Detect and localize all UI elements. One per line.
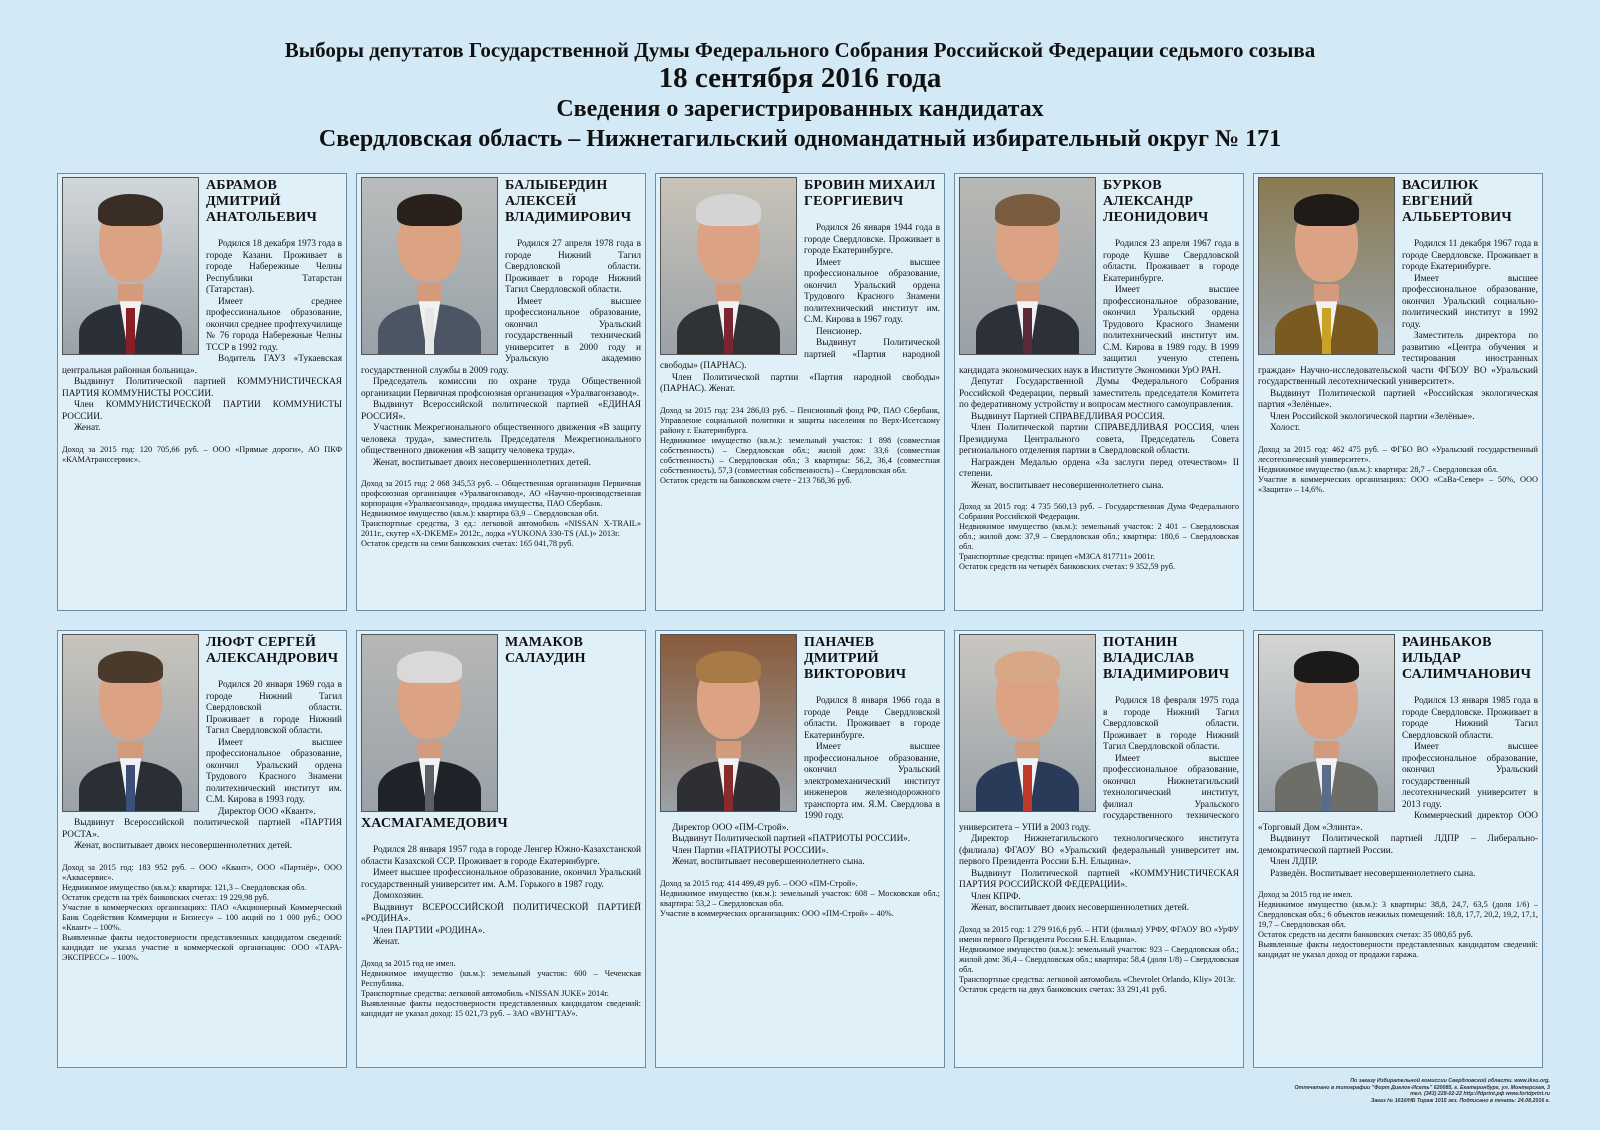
bio-paragraph: Член Партии «ПАТРИОТЫ РОССИИ». <box>672 845 829 856</box>
candidate-photo <box>660 634 797 812</box>
bio-paragraph: Выдвинут Политической партией «ПАТРИОТЫ РОССИИ». <box>672 834 911 844</box>
finance-paragraph: Доход за 2015 год: 183 952 руб. – ООО «Квант», ООО «Партнёр», ООО «Аквасервис». <box>62 862 342 882</box>
candidate-card <box>356 630 646 1068</box>
bio-paragraph: Женат, воспитывает двоих несовершеннолетних детей. <box>74 841 293 851</box>
bio-paragraph: Имеет высшее профессиональное образование, окончил Нижнетагильский технологический институт, филиал Уральского государственного технического университета – УПИ в 2003 году. <box>959 753 1239 833</box>
finance-paragraph: Участие в коммерческих организациях: ПАО «Акционерный Коммерческий Банк Содействия Коммерции и Бизнесу» – 100 акций по 1 000 руб.; ООО «Квант» – 100%. <box>62 902 342 932</box>
finance-paragraph: Недвижимое имущество (кв.м.): земельный участок: 608 – Московская обл.; квартира: 53,2 – Свердловская обл. <box>660 888 940 908</box>
bio-paragraph: Выдвинут Политической партией «Партия народной свободы» (ПАРНАС). <box>660 338 940 371</box>
section-title: Сведения о зарегистрированных кандидатах <box>556 96 1044 122</box>
candidate-photo <box>62 634 199 812</box>
candidate-finance <box>660 406 940 486</box>
district-title: Свердловская область – Нижнетагильский одномандатный избирательный округ № 171 <box>318 126 1282 152</box>
candidate-card <box>954 173 1244 611</box>
bio-paragraph: Член Российской экологической партии «Зелёные». <box>1270 411 1475 422</box>
candidate-card <box>57 630 347 1068</box>
printer-imprint <box>1110 1078 1550 1104</box>
bio-paragraph: Член ПАРТИИ «РОДИНА». <box>373 925 485 936</box>
finance-paragraph: Доход за 2015 год не имел. <box>1258 890 1353 899</box>
candidate-card <box>356 173 646 611</box>
finance-paragraph: Доход за 2015 год: 414 499,49 руб. – ООО «ПМ-Строй». <box>660 878 858 888</box>
bio-paragraph: Женат, воспитывает несовершеннолетнего сына. <box>672 857 865 867</box>
candidate-finance <box>361 959 641 1019</box>
candidate-photo <box>62 177 199 355</box>
candidate-photo <box>361 177 498 355</box>
bio-paragraph: Имеет высшее профессиональное образование, окончил Уральский социально-политический институт в 1992 году. <box>1402 273 1538 330</box>
bio-paragraph: Родился 23 апреля 1967 года в городе Кушве Свердловской области. Проживает в городе Екатеринбурге. <box>1103 239 1239 284</box>
finance-paragraph: Остаток средств на четырёх банковских счетах: 9 352,59 руб. <box>959 562 1176 571</box>
finance-paragraph: Выявленные факты недостоверности представленных кандидатом сведений: кандидат не указал доход от продажи гаража. <box>1258 940 1538 959</box>
bio-paragraph: Награжден Медалью ордена «За заслуги перед отечеством» II степени. <box>959 457 1239 479</box>
candidate-finance <box>1258 890 1538 960</box>
candidate-finance <box>62 863 342 963</box>
candidate-finance <box>1258 445 1538 495</box>
bio-paragraph: Депутат Государственной Думы Федерального Собрания Российской Федерации, первый заместитель председателя Комитета по федеративному устройству и вопросам местного самоуправления. <box>959 377 1239 410</box>
candidate-name: АБРАМОВ ДМИТРИЙ АНАТОЛЬЕВИЧ <box>206 178 317 225</box>
bio-paragraph: Имеет высшее профессиональное образование, окончил Уральский ордена Трудового Красного Знамени политехнический институт им. С.М. Кирова в 1989 году. В 1999 защитил ученую степень кандидата экономических наук в Институте Экономики УрО РАН. <box>959 285 1239 376</box>
finance-paragraph: Выявленные факты недостоверности представленных кандидатом сведений: кандидат не указал участие в коммерческой организации: ООО «ТАРА-ЭКСПРЕСС» – 100%. <box>62 932 342 962</box>
bio-paragraph: Коммерческий директор ООО «Торговый Дом «Элинта». <box>1258 811 1538 833</box>
bio-paragraph: Родился 27 апреля 1978 года в городе Нижний Тагил Свердловской области. Проживает в городе Нижний Тагил Свердловской области. <box>505 239 641 295</box>
bio-paragraph: Выдвинут Партией СПРАВЕДЛИВАЯ РОССИЯ. <box>971 411 1165 422</box>
bio-paragraph: Имеет высшее профессиональное образование, окончил Уральский государственный технический университет в 2000 году и Уральскую академию государственной службы в 2009 году. <box>361 296 641 376</box>
imprint-line: Заказ № 1610/НБ Тираж 1015 экз. Подписано в печать: 24.08.2016 г. <box>1370 1097 1550 1104</box>
bio-paragraph: Заместитель директора по развитию «Центра обучения и тестирования иностранных граждан» Научно-исследовательской части ФГБОУ ВО «Уральский государственный лесотехнический университет». <box>1258 331 1538 387</box>
finance-paragraph: Выявленные факты недостоверности представленных кандидатом сведений: кандидат не указал доход: 15 021,73 руб. – ЗАО «ВУНГТАУ». <box>361 998 641 1018</box>
bio-paragraph: Разведён. Воспитывает несовершеннолетнего сына. <box>1270 868 1476 879</box>
candidate-finance <box>959 502 1239 572</box>
candidate-photo <box>959 177 1096 355</box>
finance-paragraph: Остаток средств на трёх банковских счетах: 19 229,98 руб. <box>62 892 269 902</box>
bio-paragraph: Имеет высшее профессиональное образование, окончил Уральский ордена Трудового Красного Знамени политехнический институт им. С.М. Кирова в 1993 году. <box>206 737 342 805</box>
finance-paragraph: Остаток средств на двух банковских счетах: 33 291,41 руб. <box>959 984 1167 994</box>
bio-paragraph: Домохозяин. <box>373 891 424 901</box>
bio-paragraph: Холост. <box>1270 423 1300 433</box>
bio-paragraph: Женат. <box>74 423 101 433</box>
bio-paragraph: Председатель комиссии по охране труда Общественной организации Первичная профсоюзная организация «Уралвагонзавод». <box>361 377 641 399</box>
bio-paragraph: Имеет высшее профессиональное образование, окончил Уральский ордена Трудового Красного Знамени политехнический институт им. С.М. Кирова в 1967 году. <box>804 257 940 325</box>
finance-paragraph: Недвижимое имущество (кв.м.): земельный участок: 923 – Свердловская обл.; жилой дом: 36,4 – Свердловская обл.; квартира: 58,4 (доля 1/8) – Свердловская обл. <box>959 944 1239 974</box>
finance-paragraph: Остаток средств на семи банковских счетах: 165 041,78 руб. <box>361 539 574 548</box>
imprint-line: По заказу Избирательной комиссии Свердловской области. www.ikso.org. <box>1350 1078 1550 1084</box>
bio-paragraph: Женат, воспитывает двоих несовершеннолетних детей. <box>373 457 592 468</box>
bio-paragraph: Директор Нижнетагильского технологического института (филиала) ФГАОУ ВО «Уральский федеральный университет им. первого Президента России Б.Н. Ельцина». <box>959 834 1239 867</box>
bio-paragraph: Выдвинут Политической партией КОММУНИСТИЧЕСКАЯ ПАРТИЯ КОММУНИСТЫ РОССИИ. <box>62 377 342 399</box>
candidate-photo <box>660 177 797 355</box>
bio-paragraph: Член Политической партии «Партия народной свободы» (ПАРНАС). Женат. <box>660 372 940 394</box>
bio-paragraph: Имеет высшее профессиональное образование, окончил Уральский электромеханический институт инженеров железнодорожного транспорта им. Я.М. Свердлова в 1990 году. <box>804 742 940 821</box>
finance-paragraph: Транспортные средства: легковой автомобиль «NISSAN JUKE» 2014г. <box>361 988 609 998</box>
bio-paragraph: Директор ООО «ПМ-Строй». <box>672 822 789 833</box>
candidate-card <box>57 173 347 611</box>
finance-paragraph: Транспортные средства, 3 ед.: легковой автомобиль «NISSAN X-TRAIL» 2011г., скутер «X-DKEME» 2012г., лодка «YUKONA 330-TS (AL)» 2013г. <box>361 519 641 538</box>
candidate-finance <box>959 925 1239 995</box>
bio-paragraph: Директор ООО «Квант». <box>218 806 316 817</box>
finance-paragraph: Недвижимое имущество (кв.м.): земельный участок: 600 – Чеченская Республика. <box>361 968 641 988</box>
candidate-finance <box>361 479 641 549</box>
bio-paragraph: Член КПРФ. <box>971 891 1021 902</box>
finance-paragraph: Недвижимое имущество (кв.м.): земельный участок: 2 401 – Свердловская обл.; жилой дом: 37,9 – Свердловская обл.; квартира: 180,6 – Свердловская обл. <box>959 522 1239 551</box>
candidate-photo <box>1258 634 1395 812</box>
finance-paragraph: Доход за 2015 год: 462 475 руб. – ФГБО ВО «Уральский государственный лесотехнический университет». <box>1258 444 1538 464</box>
candidate-name: ПОТАНИН ВЛАДИСЛАВ ВЛАДИМИРОВИЧ <box>1103 635 1230 682</box>
bio-paragraph: Имеет высшее профессиональное образование, окончил Уральский государственный лесотехнический университет в 2013 году. <box>1402 742 1538 810</box>
bio-paragraph: Родился 8 января 1966 года в городе Ревде Свердловской области. Проживает в городе Екатеринбурге. <box>804 696 940 741</box>
finance-paragraph: Недвижимое имущество (кв.м.): квартира: 28,7 – Свердловская обл. <box>1258 464 1499 474</box>
bio-paragraph: Выдвинут ВСЕРОССИЙСКОЙ ПОЛИТИЧЕСКОЙ ПАРТИЕЙ «РОДИНА». <box>361 902 641 924</box>
election-title: Выборы депутатов Государственной Думы Федерального Собрания Российской Федерации седьмого созыва <box>284 38 1316 62</box>
candidate-photo <box>361 634 498 812</box>
candidate-finance <box>660 879 940 919</box>
bio-paragraph: Выдвинут Политической партией ЛДПР – Либерально-демократической партией России. <box>1258 834 1538 856</box>
bio-paragraph: Выдвинут Всероссийской политической партией «ЕДИНАЯ РОССИЯ». <box>361 400 641 422</box>
imprint-line: тел. (343) 228-02-22 http://fdprint.рф www.fortdprint.ru <box>1410 1091 1550 1098</box>
candidate-card <box>655 630 945 1068</box>
finance-paragraph: Доход за 2015 год: 4 735 560,13 руб. – Государственная Дума Федерального Собрания Российской Федерации. <box>959 502 1239 521</box>
bio-paragraph: Выдвинут Всероссийской политической партией «ПАРТИЯ РОСТА». <box>62 818 342 840</box>
finance-paragraph: Остаток средств на десяти банковских счетах: 35 080,65 руб. <box>1258 930 1473 939</box>
bio-paragraph: Женат, воспитывает несовершеннолетнего сына. <box>971 480 1164 491</box>
candidate-photo <box>1258 177 1395 355</box>
candidate-card <box>954 630 1244 1068</box>
finance-paragraph: Участие в коммерческих организациях: ООО «ПМ-Строй» – 40%. <box>660 908 894 918</box>
bio-paragraph: Член КОММУНИСТИЧЕСКОЙ ПАРТИИ КОММУНИСТЫ РОССИИ. <box>62 400 342 422</box>
finance-paragraph: Недвижимое имущество (кв.м.): квартира: 121,3 – Свердловская обл. <box>62 882 307 892</box>
candidate-name: БУРКОВ АЛЕКСАНДР ЛЕОНИДОВИЧ <box>1103 178 1209 225</box>
finance-paragraph: Недвижимое имущество (кв.м.): земельный участок: 1 898 (совместная собственность) – Свердловская обл.; жилой дом: 33,6 (совместная собственность) – Свердловская обл.; 3 квартиры: 56,2, 36,4 (совместная собственность), 57,3 (совместная собственность) – Свердловская обл. <box>660 435 940 475</box>
candidate-name: РАИНБАКОВ ИЛЬДАР САЛИМЧАНОВИЧ <box>1402 635 1532 682</box>
candidates-grid <box>57 173 1542 1068</box>
bio-paragraph: Женат, воспитывает двоих несовершеннолетних детей. <box>971 903 1190 913</box>
candidate-card <box>655 173 945 611</box>
bio-paragraph: Участник Межрегионального общественного движения «В защиту человека труда», заместитель Председателя Межрегионального общественного движения «В защиту человека труда». <box>361 423 641 456</box>
candidate-name: БРОВИН МИХАИЛ ГЕОРГИЕВИЧ <box>804 178 936 209</box>
candidate-bio <box>361 845 641 949</box>
finance-paragraph: Остаток средств на банковском счете - 213 768,36 руб. <box>660 475 852 485</box>
bio-paragraph: Родился 18 февраля 1975 года в городе Нижний Тагил Свердловской области. Проживает в городе Нижний Тагил Свердловской области. <box>1103 696 1239 752</box>
bio-paragraph: Пенсионер. <box>816 326 862 337</box>
finance-paragraph: Участие в коммерческих организациях: ООО «СаВа-Север» – 50%, ООО «Защита» – 14,6%. <box>1258 474 1538 494</box>
bio-paragraph: Выдвинут Политической партией «КОММУНИСТИЧЕСКАЯ ПАРТИЯ РОССИЙСКОЙ ФЕДЕРАЦИИ». <box>959 868 1239 890</box>
candidate-name: ЛЮФТ СЕРГЕЙ АЛЕКСАНДРОВИЧ <box>206 635 339 666</box>
bio-paragraph: Выдвинут Политической партией «Российская экологическая партия «Зелёные». <box>1258 388 1538 410</box>
candidate-card <box>1253 173 1543 611</box>
bio-paragraph: Член Политической партии СПРАВЕДЛИВАЯ РОССИЯ, член Президиума Центрального совета, Председатель Совета регионального отделения партии в Свердловской области. <box>959 423 1239 456</box>
finance-paragraph: Доход за 2015 год: 234 286,03 руб. – Пенсионный фонд РФ, ПАО Сбербанк, Управление социальной политики и защиты населения по Верх-Исетскому району г. Екатеринбурга. <box>660 405 940 435</box>
finance-paragraph: Доход за 2015 год не имел. <box>361 958 456 968</box>
bio-paragraph: Имеет высшее профессиональное образование, окончил Уральский государственный университет им. А.М. Горького в 1987 году. <box>361 868 641 890</box>
bio-paragraph: Женат. <box>373 937 400 947</box>
bio-paragraph: Родился 11 декабря 1967 года в городе Свердловске. Проживает в городе Екатеринбурге. <box>1402 239 1538 272</box>
bio-paragraph: Родился 26 января 1944 года в городе Свердловске. Проживает в городе Екатеринбурге. <box>804 223 940 256</box>
finance-paragraph: Доход за 2015 год: 1 279 916,6 руб. – НТИ (филиал) УРФУ, ФГАОУ ВО «УрФУ имени первого Президента России Б.Н. Ельцина». <box>959 924 1239 944</box>
finance-paragraph: Недвижимое имущество (кв.м.): квартира 63,9 – Свердловская обл. <box>361 509 599 518</box>
finance-paragraph: Транспортные средства: прицеп «МЗСА 817711» 2001г. <box>959 552 1156 561</box>
finance-paragraph: Транспортные средства: легковой автомобиль «Chevrolet Orlando, Kliy» 2013г. <box>959 974 1236 984</box>
bio-paragraph: Родился 28 января 1957 года в городе Ленгер Южно-Казахстанской области Казахской ССР. Проживает в городе Екатеринбурге. <box>361 845 641 867</box>
finance-paragraph: Недвижимое имущество (кв.м.): 3 квартиры: 38,8, 24,7, 63,5 (доля 1/6) – Свердловская обл.; 6 объектов нежилых помещений: 18,8, 17,7, 20,2, 19,2, 17,1, 19,7 – Свердловская обл. <box>1258 900 1538 929</box>
finance-paragraph: Доход за 2015 год: 2 068 345,53 руб. – Общественная организация Первичная профсоюзная организация «Уралвагонзавод», АО «Научно-производственная корпорация «Уралвагонзавод», продажа имущества, ПАО Сбербанк. <box>361 479 641 508</box>
election-date: 18 сентября 2016 года <box>658 62 942 94</box>
poster-header <box>0 0 1600 154</box>
bio-paragraph: Родился 18 декабря 1973 года в городе Казани. Проживает в городе Набережные Челны Республики Татарстан (Татарстан). <box>206 239 342 295</box>
candidate-name: ВАСИЛЮК ЕВГЕНИЙ АЛЬБЕРТОВИЧ <box>1402 178 1512 225</box>
candidate-name: БАЛЫБЕРДИН АЛЕКСЕЙ ВЛАДИМИРОВИЧ <box>505 178 632 225</box>
bio-paragraph: Водитель ГАУЗ «Тукаевская центральная районная больница». <box>62 354 342 376</box>
candidate-finance <box>62 445 342 465</box>
candidate-photo <box>959 634 1096 812</box>
candidate-name: ПАНАЧЕВ ДМИТРИЙ ВИКТОРОВИЧ <box>804 635 907 682</box>
finance-paragraph: Доход за 2015 год: 120 705,66 руб. – ООО «Прямые дороги», АО ПКФ «КАМАтранссервис». <box>62 444 342 464</box>
bio-paragraph: Имеет среднее профессиональное образование, окончил среднее профтехучилище № 76 города Набережные Челны ТССР в 1992 году. <box>206 296 342 353</box>
bio-paragraph: Член ЛДПР. <box>1270 857 1318 867</box>
candidate-name: МАМАКОВ САЛАУДИН ХАСМАГАМЕДОВИЧ <box>361 635 586 831</box>
candidate-card <box>1253 630 1543 1068</box>
bio-paragraph: Родился 20 января 1969 года в городе Нижний Тагил Свердловской области. Проживает в городе Нижний Тагил Свердловской области. <box>206 680 342 736</box>
bio-paragraph: Родился 13 января 1985 года в городе Свердловске. Проживает в городе Нижний Тагил Свердловской области. <box>1402 696 1538 741</box>
imprint-line: Отпечатано в типографии "Форт Диалог-Исеть" 620085, г. Екатеринбург, ул. Монтерская, 3 <box>1294 1084 1550 1091</box>
